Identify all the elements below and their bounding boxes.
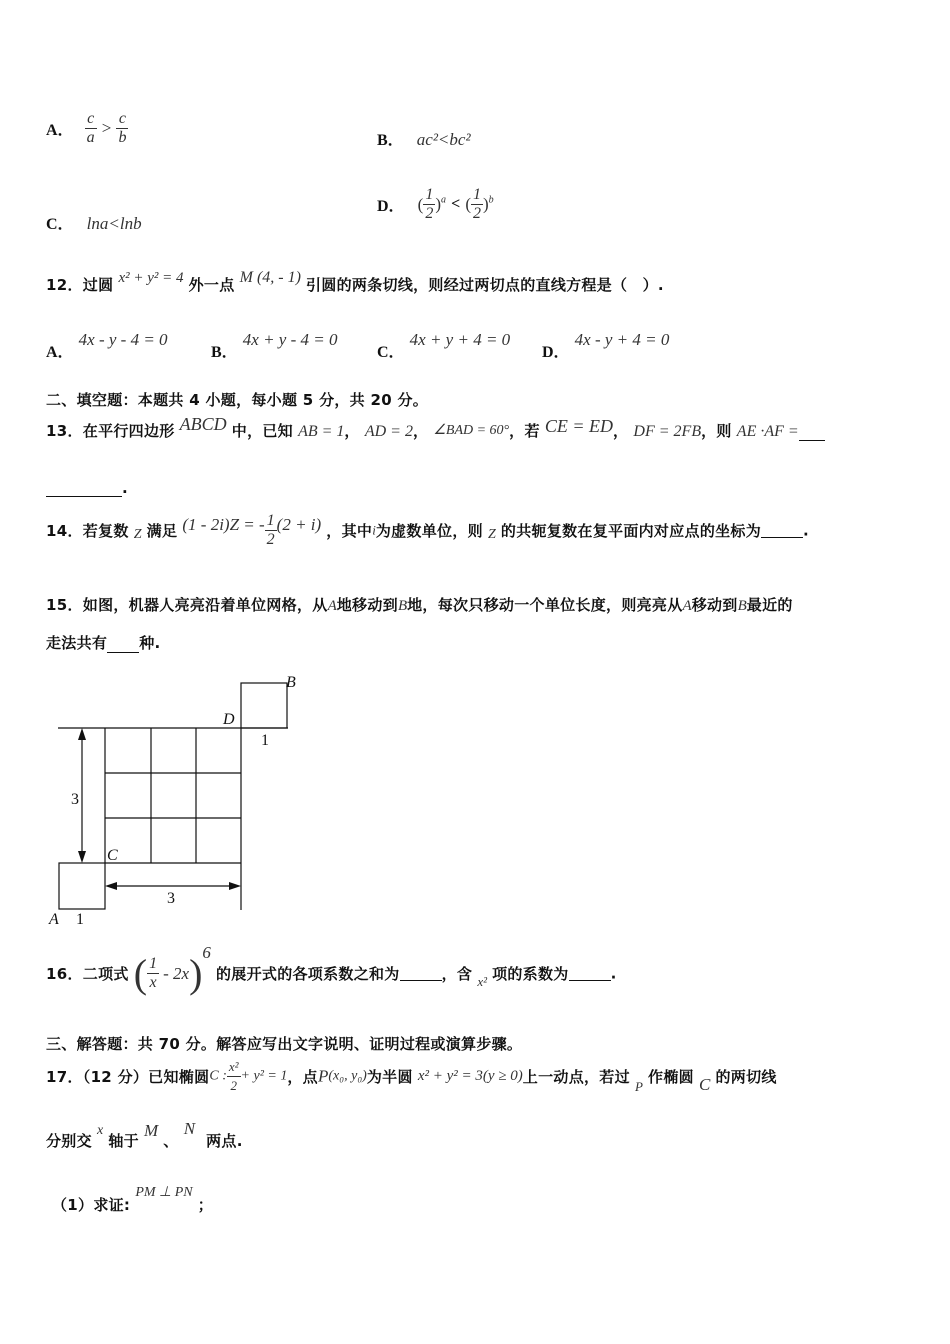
q15-grid-figure	[40, 670, 320, 930]
start-square	[59, 863, 105, 909]
end-square	[241, 683, 287, 728]
label-b: B	[286, 674, 296, 691]
label-one-top: 1	[261, 732, 269, 749]
q16-stem: 16．二项式 ( $\frac{1}{x}$ - 2x)$^6$ 的展开式的各项系数之和为 ，含 $_{x^2}$ 项的系数为 .	[46, 942, 617, 996]
q13-blank-continuation: .	[46, 478, 128, 497]
label-three-bottom: 3	[167, 890, 175, 907]
q12-option-c: C． 4x + y + 4 = 0	[377, 330, 511, 361]
q17-stem-line1: 17．（12 分）已知椭圆C : $\frac{\text{x²}}{2}$ + y² = 1，点P(x₀, y₀)为半圆 x² + y² = 3(y ≥ 0)上一动点，若过 $_P$ 作椭圆 C 的两切线	[46, 1059, 777, 1094]
q15-stem-line2: 走法共有 种.	[46, 634, 161, 652]
answer-blank[interactable]	[107, 638, 139, 653]
option-label: A．	[46, 122, 74, 139]
fraction: $\frac{\text{x²}}{2}$	[228, 1059, 239, 1093]
label-c: C	[107, 847, 118, 864]
q13-stem: 13．在平行四边形 ABCD 中，已知 AB = 1， AD = 2， ∠BAD = 60°，若 CE = ED， DF = 2FB，则 AE ·AF =	[46, 420, 825, 441]
q11-option-c: C． lna<lnb	[46, 214, 142, 233]
label-one-bottom: 1	[76, 911, 84, 928]
answer-blank[interactable]	[569, 966, 611, 981]
q11-option-b: B． ac²<bc²	[377, 130, 471, 149]
q17-stem-line2: 分别交 x 轴于 M 、 N 两点.	[46, 1119, 243, 1150]
q15-stem-line1: 15．如图，机器人亮亮沿着单位网格，从A地移动到B地，每次只移动一个单位长度，则亮亮从A移动到B最近的	[46, 596, 793, 614]
q11-option-a: A． $\frac{c}{a}$ > $\frac{c}{b}$	[46, 110, 127, 146]
arrow-head	[78, 851, 86, 863]
math-expression: lna<lnb	[86, 214, 142, 233]
arrow-head	[78, 728, 86, 740]
section-heading-fill-in: 二、填空题：本题共 4 小题，每小题 5 分，共 20 分。	[46, 391, 429, 409]
fraction: $\frac{c}{a}$	[86, 110, 95, 146]
section-heading-solutions: 三、解答题：共 70 分。解答应写出文字说明、证明过程或演算步骤。	[46, 1035, 523, 1053]
q12-option-b: B． 4x + y - 4 = 0	[211, 330, 338, 361]
q11-option-d: D． ( $\frac{1}{2}$ )$^a$ < ( $\frac{1}{2}$ )$^b$	[377, 186, 494, 222]
answer-blank[interactable]	[46, 482, 122, 497]
q17-part1: （1）求证: PM ⊥ PN ；	[52, 1185, 214, 1214]
fraction: $\frac{1}{2}$	[472, 186, 481, 222]
q14-stem: 14．若复数 Z 满足 (1 - 2i)Z = - $\frac{1}{2}$ (2 + i) ，其中i为虚数单位，则 Z 的共轭复数在复平面内对应点的坐标为 .	[46, 512, 810, 548]
circle-equation: x² + y² = 4	[118, 270, 184, 286]
q12-option-d: D． 4x - y + 4 = 0	[542, 330, 670, 361]
label-a: A	[49, 911, 59, 928]
fraction: $\frac{1}{2}$	[266, 512, 275, 548]
fraction: $\frac{1}{x}$	[149, 955, 158, 991]
q12-option-a: A． 4x - y - 4 = 0	[46, 330, 168, 361]
q12-stem: 12．过圆 x² + y² = 4 外一点 M (4, - 1) 引圆的两条切线，则经过两切点的直线方程是（ ）.	[46, 269, 664, 294]
math-expression: ac²<bc²	[416, 130, 471, 149]
fraction: $\frac{c}{b}$	[118, 110, 127, 146]
answer-blank[interactable]	[799, 426, 825, 441]
answer-blank[interactable]	[761, 523, 803, 538]
fraction: $\frac{1}{2}$	[425, 186, 434, 222]
answer-blank[interactable]	[400, 966, 442, 981]
label-three-left: 3	[71, 791, 79, 808]
point-m: M (4, - 1)	[239, 269, 301, 286]
label-d: D	[223, 711, 235, 728]
arrow-head	[229, 882, 241, 890]
arrow-head	[105, 882, 117, 890]
